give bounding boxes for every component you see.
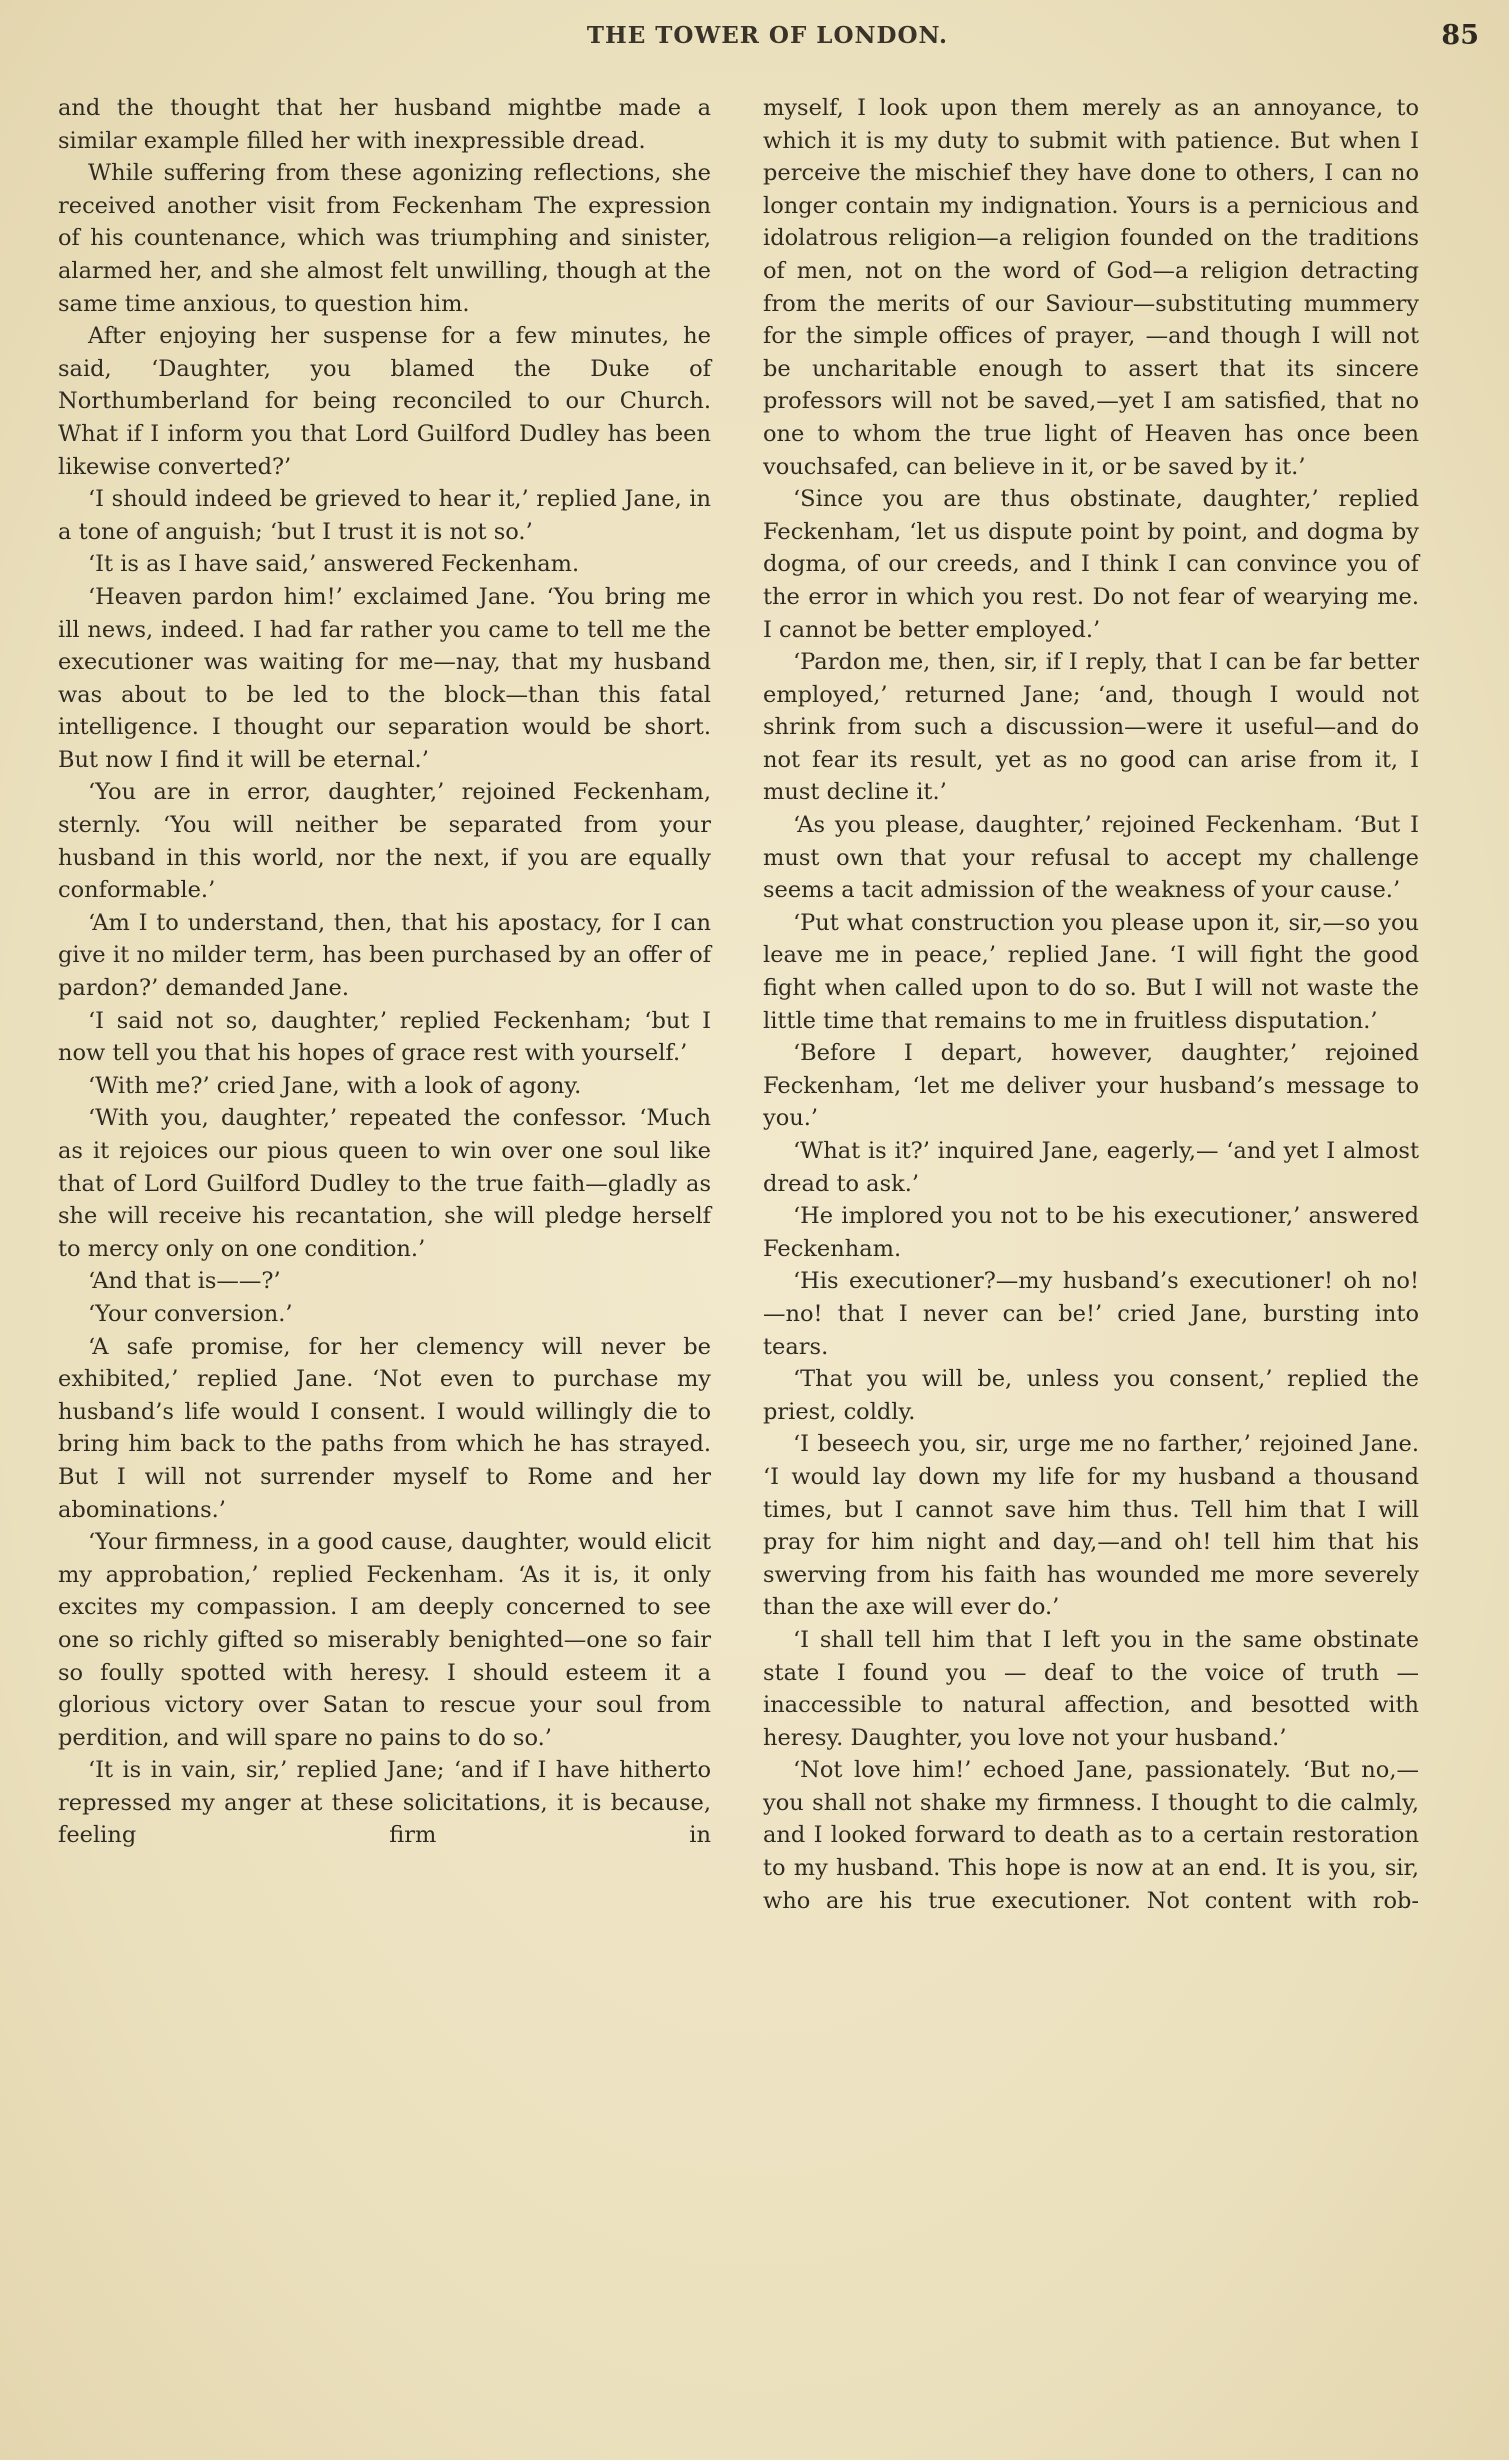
- paragraph: ‘His executioner?—my husband’s executioner! oh no!—no! that I never can be!’ cried Jane, bursting into tears.: [763, 1268, 1419, 1360]
- paragraph: ‘Heaven pardon him!’ exclaimed Jane. ‘You bring me ill news, indeed. I had far rather you came to tell me the executioner was waiting for me—nay, that my husband was about to be led to the block—than this fatal intelligence. I thought our separation would be short. But now I find it will be eternal.’: [58, 583, 711, 773]
- paragraph: ‘I said not so, daughter,’ replied Feckenham; ‘but I now tell you that his hopes of grace rest with yourself.’: [58, 1007, 711, 1067]
- paragraph: ‘With you, daughter,’ repeated the confessor. ‘Much as it rejoices our pious queen to win over one soul like that of Lord Guilford Dudley to the true faith—gladly as she will receive his recantation, she will pledge herself to mercy only on one condition.’: [58, 1105, 711, 1262]
- page-number: 85: [1441, 20, 1479, 51]
- paragraph: ‘I beseech you, sir, urge me no farther,’ rejoined Jane. ‘I would lay down my life for my husband a thousand times, but I cannot save him thus. Tell him that I will pray for him night and day,—and oh! tell him that his swerving from his faith has wounded me more severely than the axe will ever do.’: [763, 1431, 1419, 1621]
- paragraph: ‘That you will be, unless you consent,’ replied the priest, coldly.: [763, 1366, 1419, 1425]
- paragraph: ‘A safe promise, for her clemency will never be exhibited,’ replied Jane. ‘Not even to purchase my husband’s life would I consent. I would willingly die to bring him back to the paths from which he has strayed. But I will not surrender myself to Rome and her abominations.’: [58, 1333, 711, 1523]
- paragraph: ‘And that is——?’: [88, 1268, 281, 1295]
- paragraph: ‘What is it?’ inquired Jane, eagerly,— ‘and yet I almost dread to ask.’: [763, 1138, 1419, 1197]
- paragraph: ‘I shall tell him that I left you in the same obstinate state I found you — deaf to the voice of truth — inaccessible to natural affection, and besotted with heresy. Daughter, you love not your husband.’: [763, 1626, 1419, 1751]
- paragraph: While suffering from these agonizing reflections, she received another visit from Feckenham The expression of his countenance, which was triumphing and sinister, alarmed her, and she almost felt unwilling, though at the same time anxious, to question him.: [58, 160, 711, 317]
- running-title: THE TOWER OF LONDON.: [586, 22, 949, 49]
- paragraph: ‘Not love him!’ echoed Jane, passionately. ‘But no,—you shall not shake my firmness. I thought to die calmly, and I looked forward to death as to a certain restoration to my husband. This hope is now at an end. It is you, sir, who are his true executioner. Not content with rob-: [763, 1757, 1419, 1914]
- paragraph: ‘As you please, daughter,’ rejoined Feckenham. ‘But I must own that your refusal to accept my challenge seems a tacit admission of the weakness of your cause.’: [763, 812, 1419, 904]
- paragraph: ‘Your conversion.’: [88, 1300, 293, 1327]
- paragraph: ‘Before I depart, however, daughter,’ rejoined Feckenham, ‘let me deliver your husband’s message to you.’: [763, 1040, 1419, 1132]
- paragraph: ‘Your firmness, in a good cause, daughter, would elicit my approbation,’ replied Feckenham. ‘As it is, it only excites my compassion. I am deeply concerned to see one so richly gifted so miserably benighted—one so fair so foully spotted with heresy. I should esteem it a glorious victory over Satan to rescue your soul from perdition, and will spare no pains to do so.’: [58, 1529, 711, 1751]
- left-column: [58, 92, 711, 2412]
- paragraph: myself, I look upon them merely as an annoyance, to which it is my duty to submit with patience. But when I perceive the mischief they have done to others, I can no longer contain my indignation. Yours is a pernicious and idolatrous religion—a religion founded on the traditions of men, not on the word of God—a religion detracting from the merits of our Saviour—substituting mummery for the simple offices of prayer, —and though I will not be uncharitable enough to assert that its sincere professors will not be saved,—yet I am satisfied, that no one to whom the true light of Heaven has once been vouchsafed, can believe in it, or be saved by it.’: [763, 95, 1419, 480]
- paragraph: After enjoying her suspense for a few minutes, he said, ‘Daughter, you blamed the Duke of Northumberland for being reconciled to our Church. What if I inform you that Lord Guilford Dudley has been likewise converted?’: [58, 323, 711, 480]
- paragraph: ‘He implored you not to be his executioner,’ answered Feckenham.: [763, 1203, 1419, 1262]
- paragraph: and the thought that her husband mightbe made a similar example filled her with inexpressible dread.: [58, 95, 711, 154]
- paragraph: ‘Since you are thus obstinate, daughter,’ replied Feckenham, ‘let us dispute point by point, and dogma by dogma, of our creeds, and I think I can convince you of the error in which you rest. Do not fear of wearying me. I cannot be better employed.’: [763, 486, 1419, 643]
- paragraph: ‘It is as I have said,’ answered Feckenham.: [88, 551, 580, 578]
- paragraph: ‘I should indeed be grieved to hear it,’ replied Jane, in a tone of anguish; ‘but I trust it is not so.’: [58, 486, 711, 545]
- paragraph: ‘Am I to understand, then, that his apostacy, for I can give it no milder term, has been purchased by an offer of pardon?’ demanded Jane.: [58, 909, 711, 1002]
- paragraph: ‘Put what construction you please upon it, sir,—so you leave me in peace,’ replied Jane. ‘I will fight the good fight when called upon to do so. But I will not waste the little time that remains to me in fruitless disputation.’: [763, 909, 1419, 1034]
- paragraph: ‘It is in vain, sir,’ replied Jane; ‘and if I have hitherto repressed my anger at these solicitations, it is because, feeling firm in: [58, 1757, 711, 1849]
- page-header: [56, 22, 1479, 62]
- paragraph: ‘You are in error, daughter,’ rejoined Feckenham, sternly. ‘You will neither be separated from your husband in this world, nor the next, if you are equally conformable.’: [58, 779, 711, 904]
- paragraph: ‘With me?’ cried Jane, with a look of agony.: [88, 1072, 582, 1099]
- paragraph: ‘Pardon me, then, sir, if I reply, that I can be far better employed,’ returned Jane; ‘and, though I would not shrink from such a discussion—were it useful—and do not fear its result, yet as no good can arise from it, I must decline it.’: [763, 649, 1419, 806]
- right-column: [763, 92, 1419, 2412]
